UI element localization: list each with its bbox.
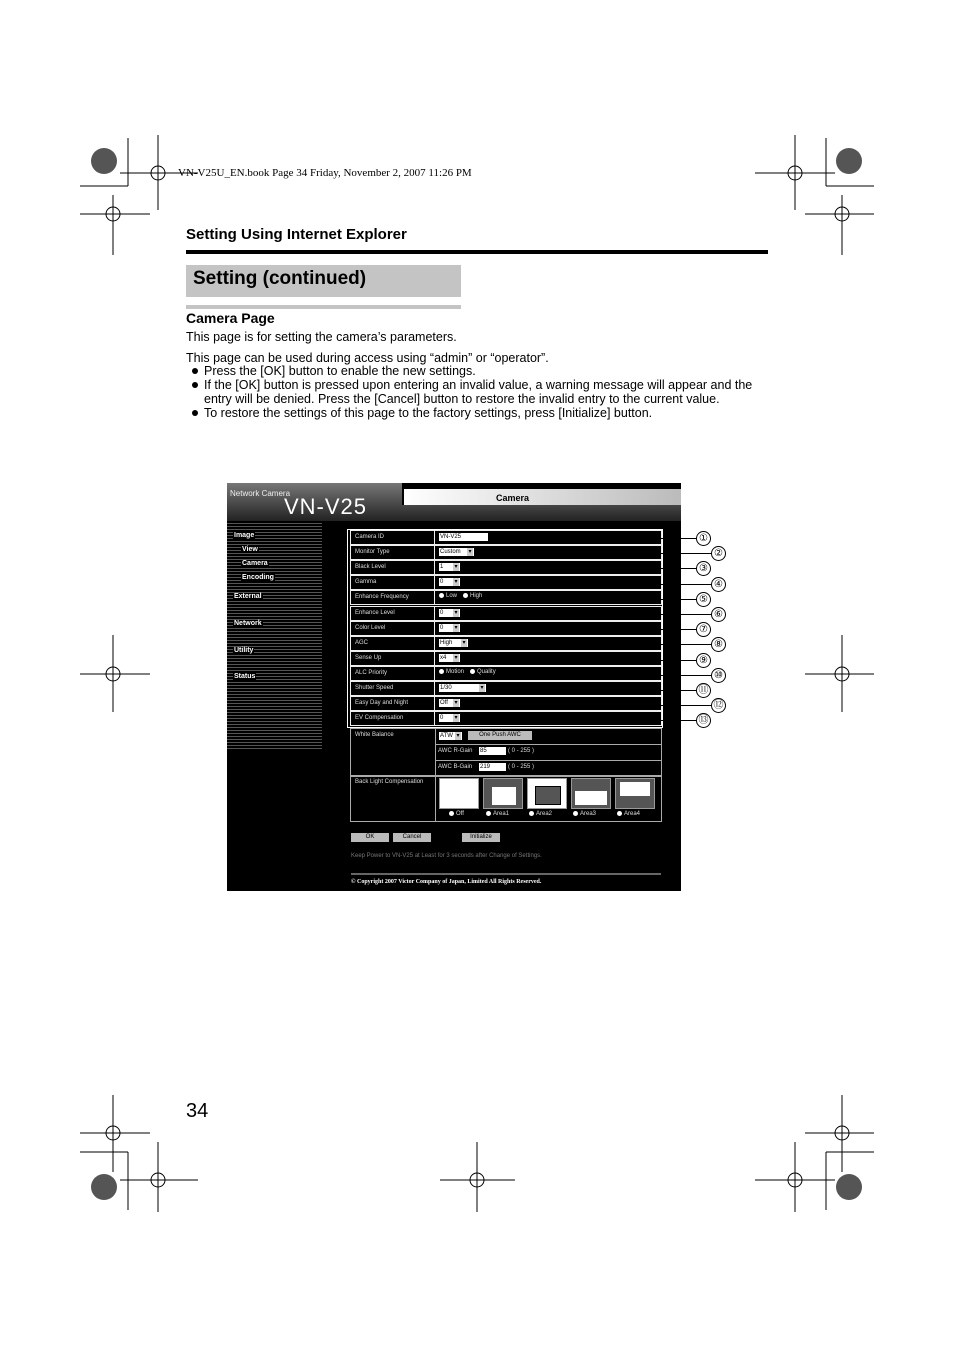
callout-number: ④ [711, 577, 726, 592]
b-gain-label: AWC B-Gain [438, 764, 473, 770]
setting-value [439, 684, 486, 693]
callout-number: ⑥ [711, 607, 726, 622]
page-number: 34 [186, 1100, 209, 1122]
callout-number: ⑩ [711, 668, 726, 683]
callout-line [660, 720, 696, 721]
callout-line [660, 614, 711, 615]
section-heading: Setting Using Internet Explorer [186, 226, 407, 243]
brand-small: Network Camera [230, 489, 291, 498]
blc-off-preview[interactable] [439, 778, 479, 809]
one-push-awc-button[interactable]: One Push AWC [468, 731, 532, 740]
callout-number: ② [711, 546, 726, 561]
brand-model: VN-V25 [284, 494, 368, 519]
blc-area4-preview[interactable] [615, 778, 655, 809]
setting-value [439, 669, 502, 678]
blc-radio-area3[interactable]: Area3 [573, 811, 596, 817]
nav-network[interactable]: Network [234, 620, 262, 627]
copyright: © Copyright 2007 Victor Company of Japan, Limited All Rights Reserved. [351, 879, 542, 885]
callout-number: ⑧ [711, 637, 726, 652]
cancel-button[interactable]: Cancel [393, 833, 431, 842]
nav-view[interactable]: View [242, 546, 258, 553]
setting-label: AGC [351, 637, 435, 650]
callout-number: ⑦ [696, 622, 711, 637]
r-gain-range: ( 0 - 255 ) [508, 748, 535, 754]
setting-row [350, 530, 662, 545]
callout-number: ③ [696, 561, 711, 576]
nav-utility[interactable]: Utility [234, 647, 254, 654]
setting-row [350, 575, 662, 590]
blc-radio-area1[interactable]: Area1 [486, 811, 509, 817]
dropdown[interactable]: Custom ▾ [439, 548, 474, 556]
setting-value [439, 533, 488, 542]
radio-label: Quality [477, 668, 496, 675]
setting-label: Monitor Type [351, 546, 435, 559]
radio-icon [463, 593, 468, 598]
dropdown[interactable]: 0 ▾ [439, 714, 460, 722]
callout-number: ⑫ [711, 698, 726, 713]
setting-value [439, 699, 460, 708]
callout-line [660, 644, 711, 645]
radio-icon [470, 669, 475, 674]
divider [186, 250, 768, 254]
setting-row [350, 590, 662, 605]
dropdown[interactable]: 0 ▾ [439, 578, 460, 586]
setting-value [439, 624, 460, 633]
dropdown[interactable]: High ▾ [439, 639, 468, 647]
blc-radio-area2[interactable]: Area2 [529, 811, 552, 817]
nav-image[interactable]: Image [234, 532, 255, 539]
bullet-item: If the [OK] button is pressed upon entering an invalid value, a warning message will appear and the entry will be denied. Press the [Cancel] button to restore the invalid entry to the current value. [186, 378, 776, 406]
setting-value [439, 548, 474, 557]
blc-label: Back Light Compensation [355, 779, 424, 785]
radio-label: High [470, 593, 483, 600]
setting-value [439, 714, 460, 723]
setting-label: Sense Up [351, 652, 435, 665]
intro-text: This page can be used during access using “admin” or “operator”. [186, 351, 549, 365]
radio-label: Low [446, 593, 458, 600]
initialize-button[interactable]: Initialize [462, 833, 500, 842]
setting-label: Enhance Frequency [351, 591, 435, 604]
r-gain-label: AWC R-Gain [438, 748, 473, 754]
callout-line [660, 538, 696, 539]
white-balance-label: White Balance [355, 732, 394, 738]
bullet-item: To restore the settings of this page to the factory settings, press [Initialize] button. [186, 406, 776, 420]
setting-row [350, 545, 662, 560]
text-input[interactable]: VN-V25 [439, 533, 488, 541]
blc-area1-preview[interactable] [483, 778, 523, 809]
radio-icon [439, 669, 444, 674]
setting-row [350, 696, 662, 711]
setting-row [350, 681, 662, 696]
callout-number: ⑪ [696, 683, 711, 698]
callout-line [660, 690, 696, 691]
callout-line [660, 584, 711, 585]
setting-value [439, 563, 460, 572]
dropdown[interactable]: 1/30 ▾ [439, 684, 486, 692]
nav-encoding[interactable]: Encoding [242, 574, 274, 581]
radio-option[interactable] [463, 593, 482, 599]
tab-bar [404, 489, 681, 505]
setting-label: Enhance Level [351, 607, 435, 620]
radio-option[interactable] [470, 669, 496, 675]
setting-label: EV Compensation [351, 712, 435, 725]
radio-option[interactable] [439, 593, 457, 599]
setting-value [439, 593, 488, 602]
setting-row [350, 560, 662, 575]
title-box [186, 265, 461, 297]
tab-title: Camera [496, 493, 530, 503]
callout-number: ⑤ [696, 592, 711, 607]
page-title: Setting (continued) [193, 268, 367, 289]
white-balance-select[interactable]: ATW ▾ [439, 732, 462, 740]
setting-row [350, 651, 662, 666]
setting-label: Shutter Speed [351, 682, 435, 695]
callout-line [660, 568, 696, 569]
bullet-list [186, 364, 776, 420]
blc-area3-preview[interactable] [571, 778, 611, 809]
radio-option[interactable] [439, 669, 464, 675]
sidebar [227, 521, 322, 749]
callout-line [660, 660, 696, 661]
setting-label: Black Level [351, 561, 435, 574]
callout-line [660, 553, 711, 554]
setting-label: Easy Day and Night [351, 697, 435, 710]
intro-text: This page is for setting the camera’s parameters. [186, 330, 457, 344]
bullet-item: Press the [OK] button to enable the new settings. [186, 364, 776, 378]
power-note: Keep Power to VN-V25 at Least for 3 seconds after Change of Settings. [351, 853, 542, 859]
ok-button[interactable]: OK [351, 833, 389, 842]
radio-label: Motion [446, 668, 465, 675]
callout-line [660, 629, 696, 630]
b-gain-input[interactable]: 219 [479, 763, 506, 771]
blc-radio-off[interactable]: Off [449, 811, 464, 817]
nav-status[interactable]: Status [234, 673, 256, 680]
setting-label: Color Level [351, 622, 435, 635]
radio-icon [439, 593, 444, 598]
white-balance-section [350, 728, 662, 777]
callout-number: ⑬ [696, 713, 711, 728]
dropdown[interactable]: 1 ▾ [439, 563, 460, 571]
dropdown[interactable]: 0 ▾ [439, 609, 460, 617]
callout-line [660, 705, 711, 706]
setting-row [350, 636, 662, 651]
setting-value [439, 578, 460, 587]
callout-number: ① [696, 531, 711, 546]
r-gain-input[interactable]: 85 [479, 747, 506, 755]
dropdown[interactable]: x4 ▾ [439, 654, 460, 662]
blc-radio-area4[interactable]: Area4 [617, 811, 640, 817]
nav-external[interactable]: External [234, 593, 262, 600]
setting-row [350, 621, 662, 636]
setting-label: Camera ID [351, 531, 435, 544]
subheading: Camera Page [186, 310, 275, 326]
blc-area2-preview[interactable] [527, 778, 567, 809]
nav-camera[interactable]: Camera [242, 560, 268, 567]
dropdown[interactable]: 0 ▾ [439, 624, 460, 632]
setting-label: ALC Priority [351, 667, 435, 680]
setting-row [350, 666, 662, 681]
divider [351, 873, 661, 875]
setting-value [439, 639, 468, 648]
divider [186, 305, 461, 309]
book-header: VN-V25U_EN.book Page 34 Friday, November 2, 2007 11:26 PM [178, 167, 472, 179]
setting-value [439, 654, 460, 663]
callout-number: ⑨ [696, 653, 711, 668]
callout-line [660, 675, 711, 676]
setting-row [350, 606, 662, 621]
camera-page-screenshot [227, 483, 681, 891]
setting-label: Gamma [351, 576, 435, 589]
dropdown[interactable]: Off ▾ [439, 699, 460, 707]
b-gain-range: ( 0 - 255 ) [508, 764, 535, 770]
setting-value [439, 609, 460, 618]
callout-line [660, 599, 696, 600]
setting-row [350, 711, 662, 726]
